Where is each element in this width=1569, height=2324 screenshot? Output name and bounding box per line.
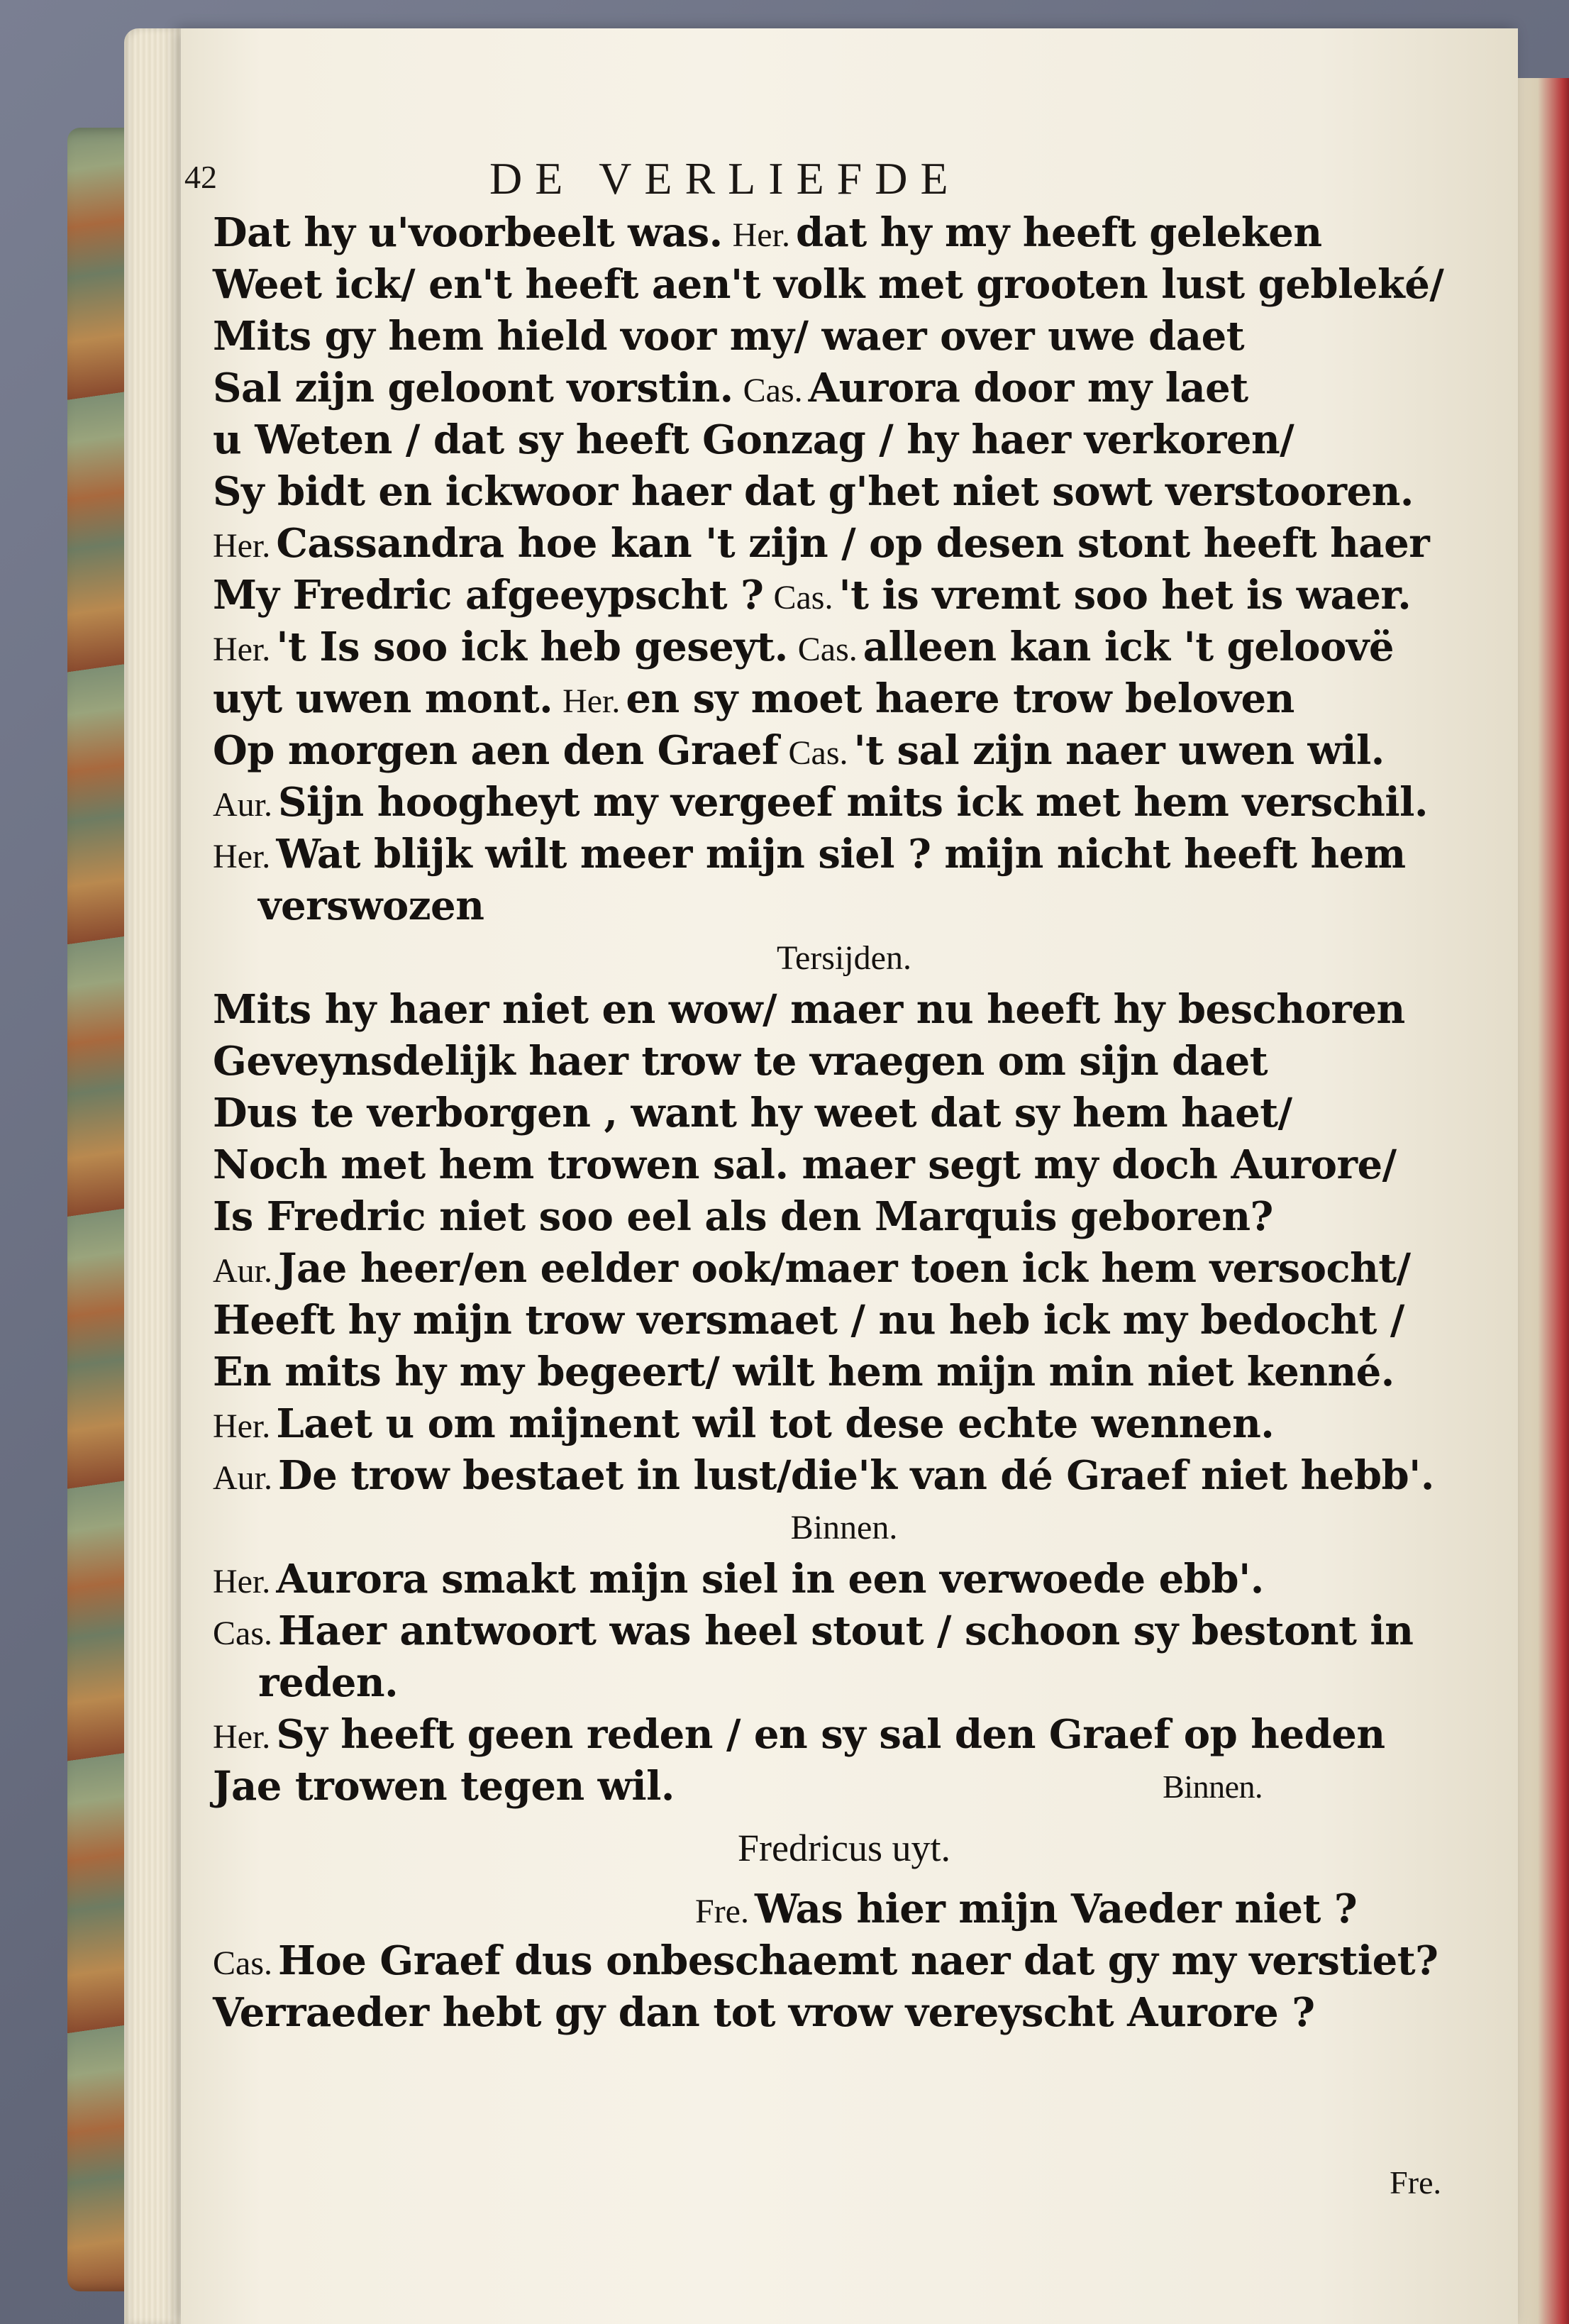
- verse-text: 't sal zijn naer uwen wil.: [853, 727, 1385, 774]
- verse-line: [213, 311, 1475, 363]
- verse-text: Is Fredric niet soo eel als den Marquis geboren?: [213, 1193, 1273, 1240]
- verse-block-2: [213, 984, 1475, 1502]
- speaker-label: Cas.: [213, 1615, 272, 1652]
- speaker-label: Fre.: [695, 1893, 749, 1930]
- verse-text: Sy heeft geen reden / en sy sal den Graef op heden: [276, 1711, 1385, 1758]
- verse-line: [213, 1450, 1475, 1502]
- verse-line: [213, 1883, 1475, 1935]
- verse-line: [213, 570, 1475, 621]
- speaker-label: Her.: [213, 631, 271, 668]
- speaker-label: Her.: [562, 682, 621, 720]
- verse-line: [213, 1605, 1475, 1657]
- verse-text: Cassandra hoe kan 't zijn / op desen stont heeft haer: [276, 520, 1430, 567]
- speaker-label: Her.: [213, 838, 271, 875]
- verse-text: u Weten / dat sy heeft Gonzag / hy haer verkoren/: [213, 416, 1294, 463]
- verse-text: De trow bestaet in lust/die'k van dé Graef niet hebb'.: [278, 1452, 1434, 1499]
- verse-block-3: [213, 1554, 1475, 1813]
- speaker-label: Cas.: [743, 372, 803, 409]
- verse-text: en sy moet haere trow beloven: [626, 675, 1294, 722]
- verse-text: 't is vremt soo het is waer.: [838, 572, 1412, 619]
- verse-line: [213, 673, 1475, 725]
- speaker-label: Cas.: [773, 579, 833, 616]
- verse-text: Mits gy hem hield voor my/ waer over uwe daet: [213, 313, 1245, 360]
- verse-line: [213, 1398, 1475, 1450]
- verse-line: [213, 777, 1475, 829]
- verse-line: [213, 518, 1475, 570]
- verse-text: reden.: [258, 1659, 399, 1706]
- verse-text: verswozen: [258, 882, 484, 929]
- stage-direction-binnen: Binnen.: [790, 1509, 898, 1546]
- verse-line: [213, 1243, 1475, 1295]
- verse-line: [213, 207, 1475, 259]
- verse-line: [213, 880, 1475, 932]
- verse-line: [213, 1761, 1475, 1813]
- running-title: DE VERLIEFDE: [489, 153, 961, 204]
- speaker-label: Her.: [213, 1563, 271, 1600]
- verse-line: [213, 1191, 1475, 1243]
- verse-line: [213, 259, 1475, 311]
- catchword: Fre.: [1390, 2164, 1441, 2201]
- verse-text: Op morgen aen den Graef: [213, 727, 779, 774]
- verse-text: alleen kan ick 't geloovë: [863, 624, 1394, 670]
- speaker-label: Her.: [732, 216, 790, 254]
- verse-line: [213, 1987, 1475, 2039]
- verse-line: [213, 1657, 1475, 1709]
- verse-text: Sal zijn geloont vorstin.: [213, 365, 733, 411]
- verse-block-4: [213, 1883, 1475, 2039]
- verse-line: [213, 363, 1475, 414]
- verse-line: [213, 1709, 1475, 1761]
- speaker-label: Aur.: [213, 1252, 272, 1290]
- verse-line: [213, 1139, 1475, 1191]
- verse-text: Was hier mijn Vaeder niet ?: [754, 1886, 1358, 1932]
- verse-line: [213, 466, 1475, 518]
- verse-line: [213, 984, 1475, 1036]
- verse-text: Mits hy haer niet en wow/ maer nu heeft hy beschoren: [213, 986, 1405, 1033]
- speaker-label: Aur.: [213, 786, 272, 824]
- verse-line: [213, 1088, 1475, 1139]
- speaker-label: Cas.: [788, 734, 848, 772]
- verse-text: Wat blijk wilt meer mijn siel ? mijn nicht heeft hem: [276, 831, 1406, 878]
- verse-text: Sijn hoogheyt my vergeef mits ick met hem verschil.: [278, 779, 1428, 826]
- verse-line: [213, 1935, 1475, 1987]
- verse-text: Weet ick/ en't heeft aen't volk met grooten lust gebleké/: [213, 261, 1444, 308]
- verse-text: Geveynsdelijk haer trow te vraegen om sijn daet: [213, 1038, 1268, 1085]
- verse-text: My Fredric afgeeypscht ?: [213, 572, 764, 619]
- verse-block-1: [213, 207, 1475, 932]
- speaker-label: Cas.: [797, 631, 858, 668]
- verse-text: Laet u om mijnent wil tot dese echte wennen.: [276, 1400, 1275, 1447]
- speaker-label: Her.: [213, 527, 271, 565]
- speaker-label: Her.: [213, 1407, 271, 1445]
- speaker-label: Cas.: [213, 1944, 272, 1982]
- stage-direction-aside: Binnen.: [1163, 1769, 1263, 1805]
- speaker-label: Her.: [213, 1718, 271, 1756]
- verse-line: [213, 621, 1475, 673]
- verse-line: [213, 1295, 1475, 1346]
- verse-text: Haer antwoort was heel stout / schoon sy bestont in: [278, 1608, 1414, 1654]
- stage-direction-tersijden: Tersijden.: [777, 939, 911, 977]
- verse-text: Noch met hem trowen sal. maer segt my doch Aurore/: [213, 1141, 1397, 1188]
- verse-text: Hoe Graef dus onbeschaemt naer dat gy my verstiet?: [278, 1937, 1438, 1984]
- verse-text: uyt uwen mont.: [213, 675, 553, 722]
- page-number: 42: [184, 159, 217, 195]
- stage-direction-fredricus-uyt: Fredricus uyt.: [738, 1827, 950, 1869]
- verse-text: En mits hy my begeert/ wilt hem mijn min niet kenné.: [213, 1349, 1395, 1395]
- verse-text: dat hy my heeft geleken: [795, 209, 1322, 256]
- verse-text: Heeft hy mijn trow versmaet / nu heb ick my bedocht /: [213, 1297, 1404, 1344]
- verse-text: Jae heer/en eelder ook/maer toen ick hem versocht/: [278, 1245, 1411, 1292]
- verse-line: [213, 829, 1475, 880]
- verse-line: [213, 1346, 1475, 1398]
- verse-text: Jae trowen tegen wil.: [213, 1763, 675, 1810]
- verse-text: Verraeder hebt gy dan tot vrow vereyscht Aurore ?: [213, 1989, 1315, 2036]
- verse-line: [213, 1554, 1475, 1605]
- verse-text: Aurora smakt mijn siel in een verwoede ebb'.: [276, 1556, 1264, 1603]
- verse-text: Dus te verborgen , want hy weet dat sy hem haet/: [213, 1090, 1292, 1136]
- verse-line: [213, 414, 1475, 466]
- verse-text: Dat hy u'voorbeelt was.: [213, 209, 723, 256]
- verse-line: [213, 725, 1475, 777]
- verse-line: [213, 1036, 1475, 1088]
- verse-text: 't Is soo ick heb geseyt.: [276, 624, 788, 670]
- verse-text: Sy bidt en ickwoor haer dat g'het niet sowt verstooren.: [213, 468, 1414, 515]
- speaker-label: Aur.: [213, 1459, 272, 1497]
- text-block: [213, 207, 1475, 2039]
- verse-text: Aurora door my laet: [808, 365, 1248, 411]
